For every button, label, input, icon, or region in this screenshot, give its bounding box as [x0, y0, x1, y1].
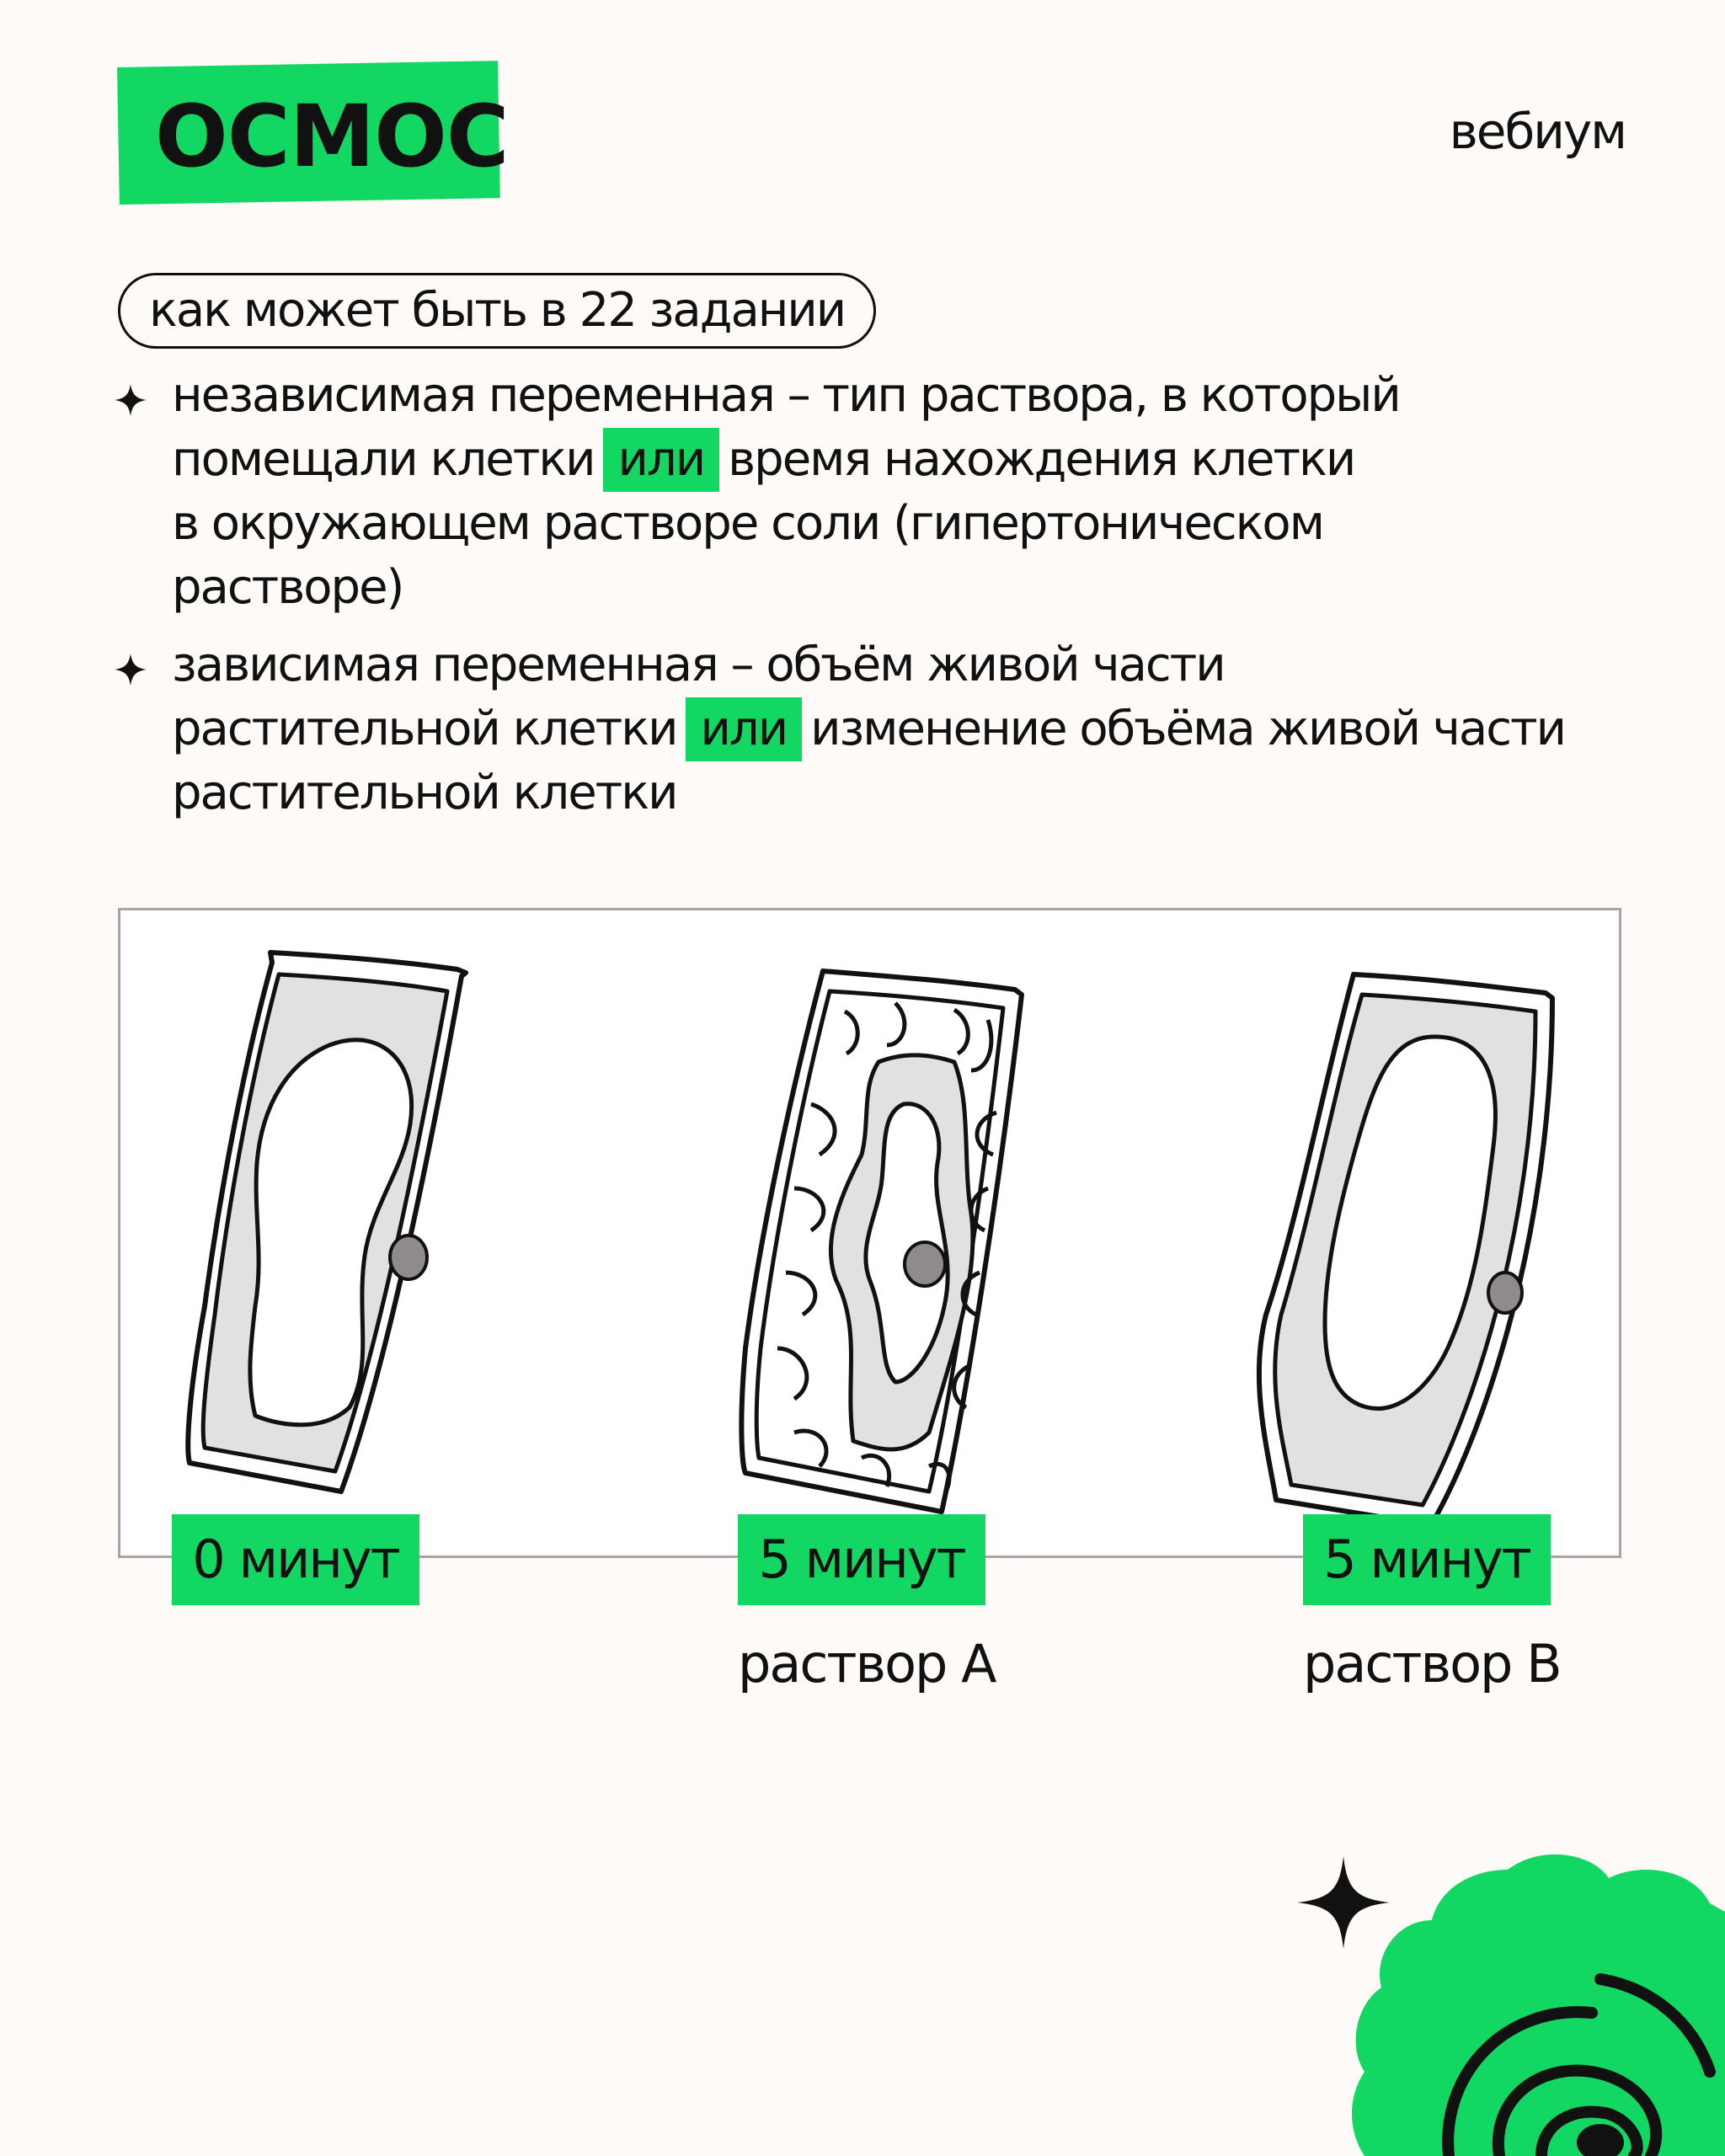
or-highlight: или	[686, 697, 803, 761]
bullet-2-line-2-before: растительной клетки	[172, 702, 677, 756]
cell-5-minutes-solution-b	[1259, 974, 1552, 1525]
bullet-1-line-2-after: время нахождения клетки	[728, 432, 1355, 487]
bullet-2-line-3: растительной клетки	[172, 766, 677, 820]
time-label-0-minutes: 0 минут	[172, 1514, 419, 1605]
page-title: ОСМОС	[155, 87, 509, 187]
bullet-star-icon	[113, 382, 148, 418]
time-label-solution-b: 5 минут	[1303, 1514, 1551, 1605]
solution-a-label: раствор А	[738, 1633, 996, 1694]
cell-5-minutes-solution-a	[741, 971, 1022, 1512]
bullet-1-line-2-before: помещали клетки	[172, 432, 595, 487]
bullet-1-line-3: в окружающем растворе соли (гипертоническом	[172, 496, 1323, 551]
cell-illustration-frame	[118, 908, 1621, 1558]
task-pill-label: как может быть в 22 задании	[118, 273, 876, 349]
plant-cells-illustration	[120, 910, 1624, 1561]
time-label-solution-a: 5 минут	[738, 1514, 985, 1605]
bullet-2-line-2-after: изменение объёма живой части	[810, 702, 1566, 756]
solution-b-label: раствор В	[1303, 1633, 1561, 1694]
brand-logo-text: вебиум	[1449, 103, 1626, 160]
bullet-2-line-2	[172, 697, 1565, 761]
bullet-2-line-1: зависимая переменная – объём живой части	[172, 638, 1225, 692]
bullet-1-line-2	[172, 428, 1354, 492]
bullet-1-line-1: независимая переменная – тип раствора, в который	[172, 368, 1400, 423]
or-highlight: или	[603, 428, 720, 492]
cell-0-minutes	[188, 953, 466, 1492]
bullet-star-icon	[113, 652, 148, 687]
bullet-1-line-4: растворе)	[172, 560, 403, 615]
decor-flower-icon	[1348, 1853, 1725, 2156]
